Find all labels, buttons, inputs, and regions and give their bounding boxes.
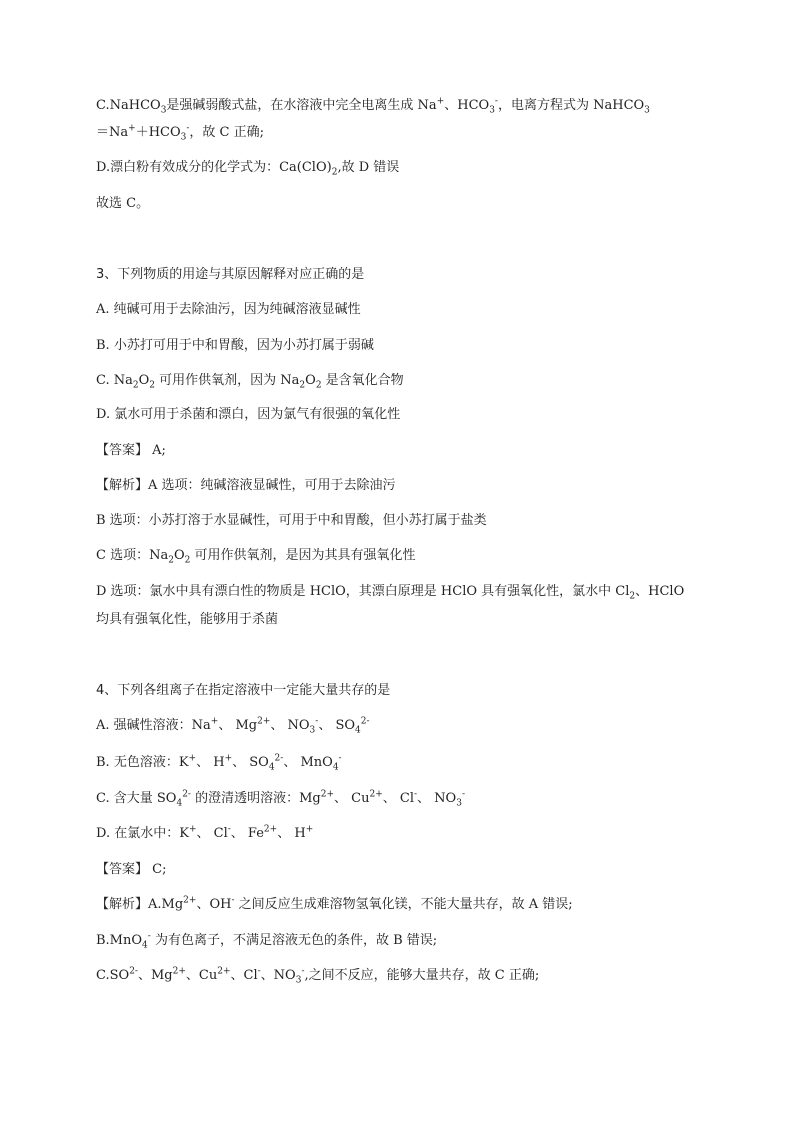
q2-option-d-explanation: D.漂白粉有效成分的化学式为：$Ca(ClO)_2$,故 D 错误 [96, 160, 400, 178]
q4-analysis-a: 【解析】$A.Mg^{2+}$、OH- 之间反应生成难溶物氢氧化镁，不能大量共存，故 A 错误; [96, 895, 573, 912]
q4-option-a: A. 强碱性溶液：Na+、 $Mg^{2+}$、 $NO_3^-$、 $SO_4^{2-}$ [96, 716, 370, 736]
q4-analysis-b: B.MnO$_4$- 为有色离子，不满足溶液无色的条件，故 B 错误; [96, 931, 438, 951]
q3-title: 3、下列物质的用途与其原因解释对应正确的是 [96, 267, 365, 282]
q3-analysis-a: 【解析】A 选项：纯碱溶液显碱性，可用于去除油污 [96, 478, 396, 493]
q4-option-b: B. 无色溶液：K+、 H+、 $SO_4^{2-}$、 MnO$_4$- [96, 753, 342, 773]
q3-analysis-d-line1: D 选项：氯水中具有漂白性的物质是 HClO，其漂白原理是 HClO 具有强氧化性，氯水中 $Cl_2$、HClO [96, 584, 685, 602]
q4-title: 4、下列各组离子在指定溶液中一定能大量共存的是 [96, 683, 391, 698]
q4-analysis-c: $C.SO^{2-}$、$Mg^{2+}$、$Cu^{2+}$、Cl-、$NO_3^-$,之间不反应，能够大量共存，故 C 正确; [96, 966, 540, 986]
q3-option-a: A. 纯碱可用于去除油污，因为纯碱溶液显碱性 [96, 302, 361, 317]
q4-answer: 【答案】 C; [96, 862, 167, 877]
q4-option-c: C. 含大量 $SO_4^{2-}$ 的澄清透明溶液：$Mg^{2+}$、 $Cu^{2+}$、 Cl-、 $NO_3^-$ [96, 789, 465, 809]
q2-option-c-explanation-line2: $=Na^++HCO_3^-$，故 C 正确; [96, 123, 265, 143]
q3-answer: 【答案】 A; [96, 443, 166, 458]
q3-option-b: B. 小苏打可用于中和胃酸，因为小苏打属于弱碱 [96, 338, 374, 353]
q3-option-c: C. $Na_2O_2$ 可用作供氧剂，因为 $Na_2O_2$ 是含氧化合物 [96, 373, 404, 391]
q2-option-c-explanation-line1: C.NaHCO$_3$是强碱弱酸式盐，在水溶液中完全电离生成 Na+、$HCO_3^-$，电离方程式为 NaHCO$_3$ [96, 96, 650, 116]
q4-option-d: D. 在氯水中：K+、 Cl-、 $Fe^{2+}$、 H+ [96, 824, 314, 841]
q2-conclusion: 故选 C。 [96, 196, 150, 211]
q3-analysis-b: B 选项：小苏打溶于水显碱性，可用于中和胃酸，但小苏打属于盐类 [96, 513, 487, 528]
q3-option-d: D. 氯水可用于杀菌和漂白，因为氯气有很强的氧化性 [96, 407, 401, 422]
q3-analysis-d-line2: 均具有强氧化性，能够用于杀菌 [96, 612, 279, 627]
q3-analysis-c: C 选项：$Na_2O_2$ 可用作供氧剂，是因为其具有强氧化性 [96, 548, 416, 566]
